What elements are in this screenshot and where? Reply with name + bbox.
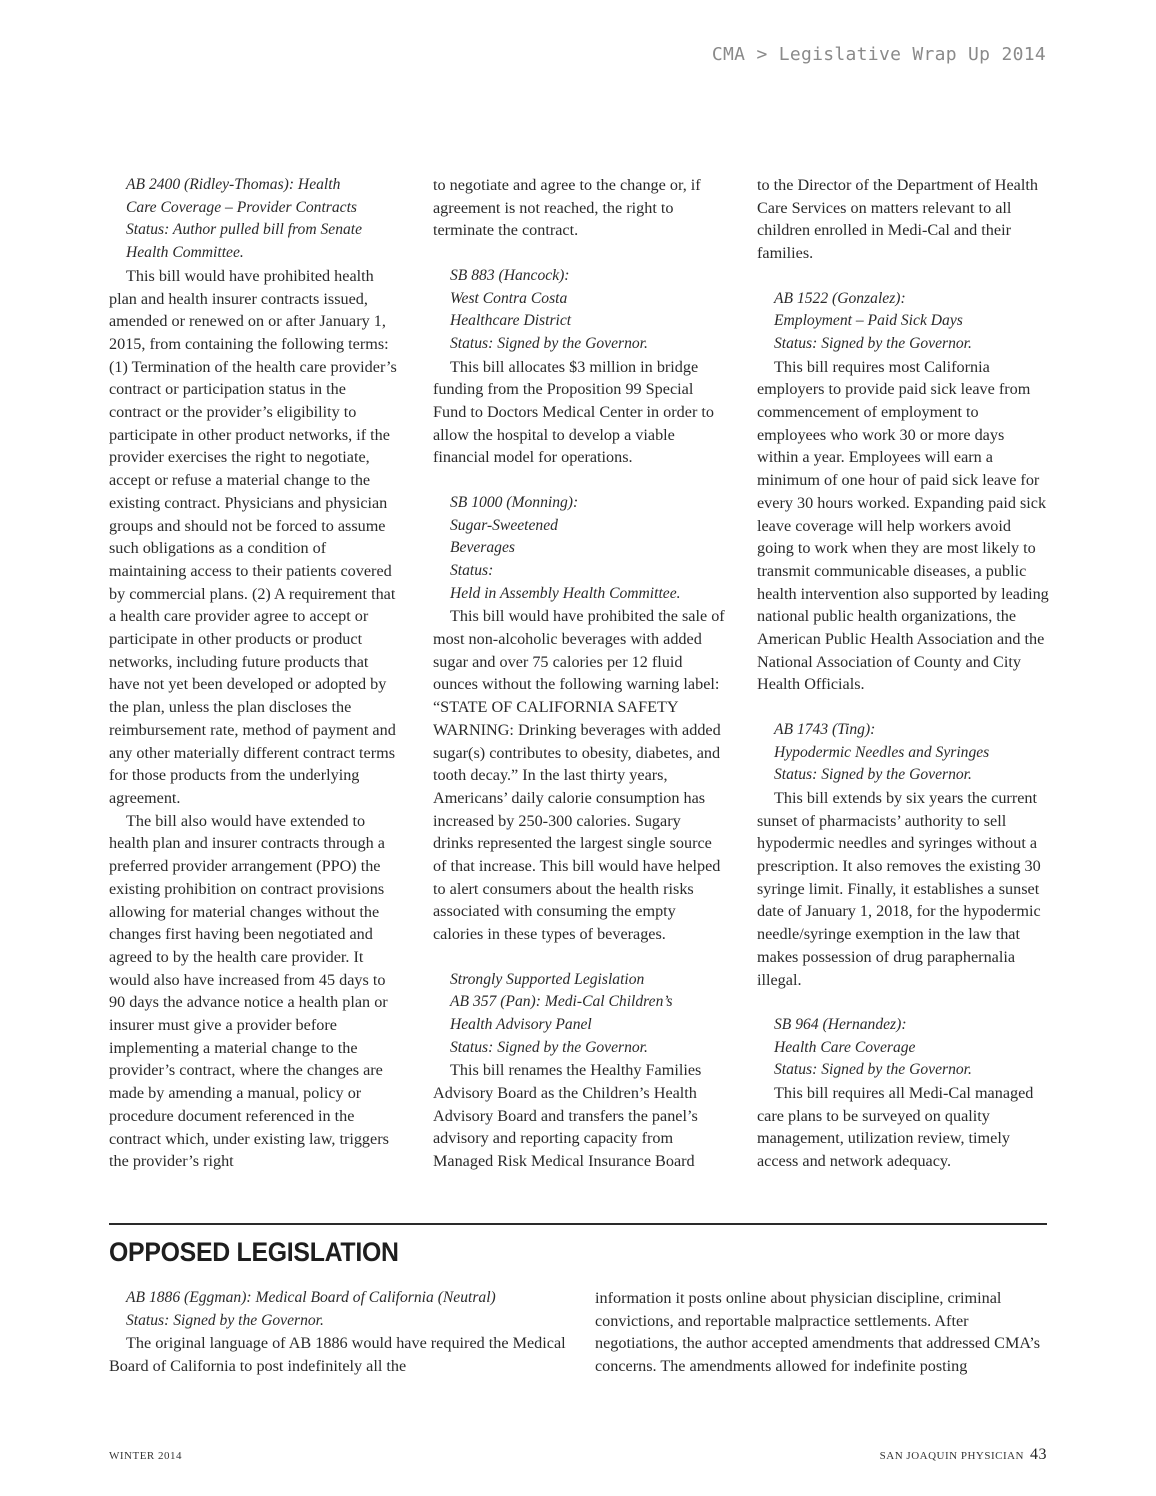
heading-line: Status: Signed by the Governor.	[774, 334, 972, 352]
heading-line: Health Committee.	[126, 244, 244, 262]
bill-heading	[433, 969, 725, 1060]
heading-line: West Contra Costa	[450, 289, 568, 307]
opposed-bill-heading	[109, 1287, 569, 1332]
heading-line: Strongly Supported Legislation	[450, 970, 645, 988]
heading-line: AB 2400 (Ridley-Thomas): Health	[126, 176, 341, 193]
publication-footer	[880, 1446, 1047, 1464]
bill-paragraph: This bill extends by six years the current sunset of pharmacists’ authority to sell hypodermic needles and syringes without a prescription. It also removes the existing 30 syringe limit. Finally, it establishes a sunset date of January 1, 2018, for the hypodermic needle/syringe exemption in the law that makes possession of drug paraphernalia illegal.	[757, 788, 1041, 989]
heading-line: AB 1743 (Ting):	[774, 720, 876, 738]
heading-line: Status: Author pulled bill from Senate	[126, 221, 363, 239]
heading-line: Held in Assembly Health Committee.	[450, 584, 681, 602]
heading-line: Healthcare District	[450, 312, 572, 330]
heading-line: Employment – Paid Sick Days	[774, 312, 963, 330]
column-2	[433, 174, 725, 1196]
bill-paragraph: This bill renames the Healthy Families Advisory Board as the Children’s Health Advisory Board and transfers the panel’s advisory and reporting capacity from Managed Risk Medical Insurance Board	[433, 1061, 702, 1171]
bill-paragraph: This bill allocates $3 million in bridge funding from the Proposition 99 Special Fund to Doctors Medical Center in order to allow the hospital to develop a viable financial model for operations.	[433, 357, 714, 467]
opposed-column-2	[595, 1287, 1047, 1378]
heading-line: Status: Signed by the Governor.	[126, 1311, 324, 1329]
bill-entry	[109, 174, 401, 1173]
bill-paragraph: This bill requires most California employers to provide paid sick leave from commencement of employment to employees who work 30 or more days within a year. Employees will earn a minimum of one hour of paid sick leave for every 30 hours worked. Expanding paid sick leave coverage will help workers avoid going to work when they are most likely to transmit communicable diseases, a public health intervention also supported by leading national public health organizations, the American Public Health Association and the National Association of County and City Health Officials.	[757, 357, 1049, 694]
bill-heading	[757, 288, 1049, 356]
heading-line: Status: Signed by the Governor.	[774, 766, 972, 784]
heading-line: SB 1000 (Monning):	[450, 493, 579, 511]
bill-heading	[109, 174, 401, 265]
opposed-paragraph-continued: information it posts online about physician discipline, criminal convictions, and reportable malpractice settlements. After negotiations, the author accepted amendments that addressed CMA’s concerns. The amendments allowed for indefinite posting	[595, 1289, 1041, 1376]
heading-line: SB 964 (Hernandez):	[774, 1015, 907, 1033]
section-divider	[109, 1223, 1047, 1225]
heading-line: Status: Signed by the Governor.	[774, 1061, 972, 1079]
page-number: 43	[1030, 1446, 1047, 1463]
column-1	[109, 174, 401, 1196]
issue-label: WINTER 2014	[109, 1450, 183, 1462]
bill-entry	[757, 719, 1049, 991]
bill-paragraph: to the Director of the Department of Health Care Services on matters relevant to all children enrolled in Medi-Cal and their families.	[757, 176, 1038, 263]
heading-line: AB 1522 (Gonzalez):	[774, 289, 906, 307]
bill-paragraph: This bill would have prohibited the sale of most non-alcoholic beverages with added sugar and over 75 calories per 12 fluid ounces without the following warning label: “STATE OF CALIFORNIA SAFETY WARNING: Drinking beverages with added sugar(s) contributes to obesity, diabetes, and tooth decay.” In the last thirty years, Americans’ daily calorie consumption has increased by 250-300 calories. Sugary drinks represented the largest single source of that increase. This bill would have helped to alert consumers about the health risks associated with consuming the empty calories in these types of beverages.	[433, 607, 725, 944]
bill-heading	[433, 265, 725, 356]
bill-paragraph: This bill would have prohibited health plan and health insurer contracts issued, amended or renewed on or after January 1, 2015, from containing the following terms: (1) Termination of the health care provider’s contract or participation status in the contract or the provider’s eligibility to participate in other product networks, if the provider exercises the right to negotiate, accept or refuse a material change to the existing contract. Physicians and physician groups and should not be forced to assume such obligations as a condition of maintaining access to their patients covered by commercial plans. (2) A requirement that a health care provider agree to accept or participate in other products or product networks, including future products that have not yet been developed or adopted by the plan, unless the plan discloses the reimbursement rate, method of payment and any other materially different contract terms for those products from the underlying agreement.	[109, 266, 397, 807]
heading-line: Care Coverage – Provider Contracts	[126, 198, 357, 216]
heading-line: AB 357 (Pan): Medi-Cal Children’s	[450, 993, 673, 1011]
heading-line: Status: Signed by the Governor.	[450, 334, 648, 352]
heading-line: Health Care Coverage	[774, 1038, 916, 1056]
bill-entry	[757, 1014, 1049, 1173]
heading-line: AB 1886 (Eggman): Medical Board of California (Neutral)	[126, 1289, 496, 1306]
bill-heading	[433, 492, 725, 606]
bill-entry	[757, 174, 1049, 265]
opposed-paragraph: The original language of AB 1886 would have required the Medical Board of California to post indefinitely all the	[109, 1334, 566, 1376]
section-title: OPPOSED LEGISLATION	[109, 1237, 399, 1267]
bill-heading	[757, 719, 1049, 787]
bill-entry	[757, 288, 1049, 697]
bill-paragraph: This bill requires all Medi-Cal managed care plans to be surveyed on quality management, utilization review, timely access and network adequacy.	[757, 1084, 1034, 1171]
bill-paragraph: The bill also would have extended to health plan and insurer contracts through a preferred provider arrangement (PPO) the existing prohibition on contract provisions allowing for material changes without the changes first having been negotiated and agreed to by the health care provider. It would also have increased from 45 days to 90 days the advance notice a health plan or insurer must give a provider before implementing a material change to the provider’s contract, where the changes are made by amending a manual, policy or procedure document referenced in the contract which, under existing law, triggers the provider’s right	[109, 811, 389, 1171]
bill-entry	[433, 265, 725, 469]
heading-line: Status:	[450, 561, 494, 579]
bill-entry	[433, 492, 725, 946]
bill-entry	[433, 174, 725, 242]
bill-heading	[757, 1014, 1049, 1082]
running-head: CMA > Legislative Wrap Up 2014	[711, 44, 1046, 65]
heading-line: Beverages	[450, 539, 515, 557]
bill-entry	[433, 969, 725, 1173]
opposed-column-1	[109, 1287, 569, 1378]
heading-line: Health Advisory Panel	[450, 1015, 592, 1033]
column-3	[757, 174, 1049, 1196]
heading-line: SB 883 (Hancock):	[450, 266, 570, 284]
publication-name: SAN JOAQUIN PHYSICIAN	[879, 1450, 1024, 1462]
heading-line: Sugar-Sweetened	[450, 516, 558, 534]
bill-paragraph: to negotiate and agree to the change or, if agreement is not reached, the right to terminate the contract.	[433, 176, 701, 240]
heading-line: Status: Signed by the Governor.	[450, 1038, 648, 1056]
heading-line: Hypodermic Needles and Syringes	[774, 743, 990, 761]
